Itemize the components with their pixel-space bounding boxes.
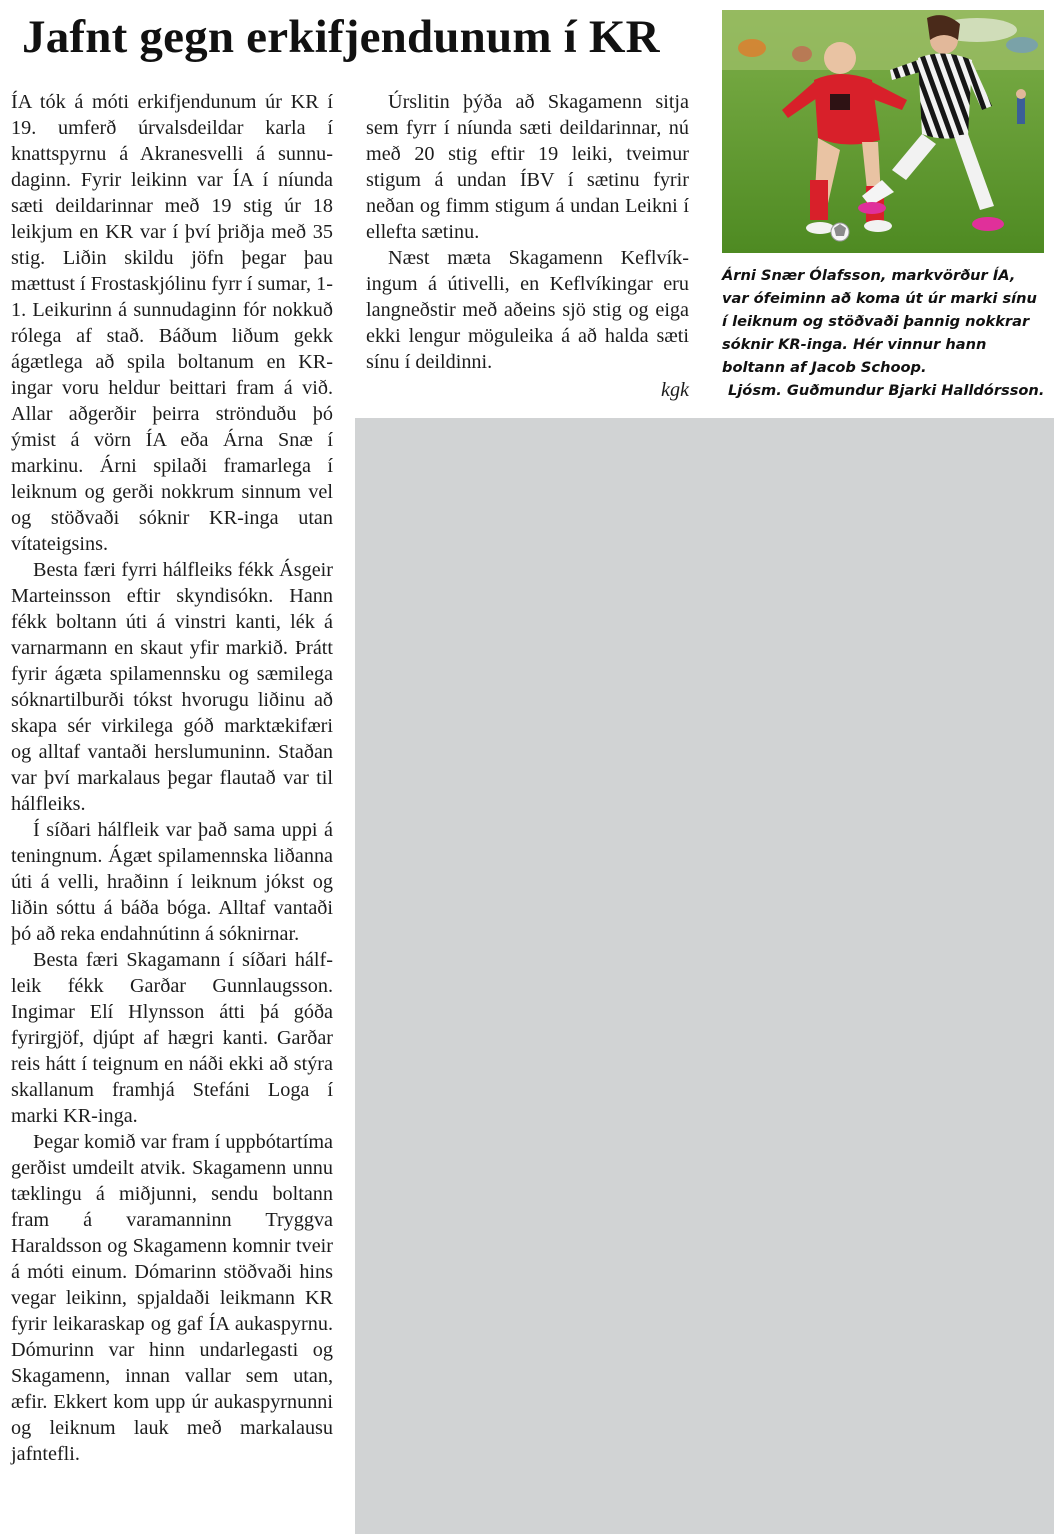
empty-ad-space: [355, 418, 1054, 1534]
paragraph: Þegar komið var fram í uppbótartíma gerðist umdeilt atvik. Skagamenn unnu tæklingu á miðjunni, sendu boltann fram á varamanninn Tryggva Haraldsson og Skagamenn komnir tveir á móti einum. Dómarinn stöðvaði hins vegar leikinn, spjaldaði leikmann KR fyrir leikaraskap og gaf ÍA aukaspyrnu. Dómurinn var hinn undarlegasti og Skagamenn, innan vallar sem utan, æfir. Ekkert kom upp úr aukaspyrnunni og leiknum lauk með markalausu jafntefli.: [11, 1131, 333, 1465]
author-signature: kgk: [660, 379, 689, 401]
paragraph: Besta færi Skagamann í síðari hálfleik fékk Garðar Gunnlaugsson. Ingimar Elí Hlynsson átti þá góða fyrirgjöf, djúpt af hægri kanti. Garðar reis hátt í teignum en náði ekki að stýra skallanum framhjá Stefáni Loga í marki KR-inga.: [11, 949, 333, 1127]
paragraph: Besta færi fyrri hálfleiks fékk Ásgeir Marteinsson eftir skyndisókn. Hann fékk boltann úti á vinstri kanti, lék á varnarmann en skaut yfir markið. Þrátt fyrir ágæta spilamennsku og sæmilega sóknartilburði tókst hvorugu liðinu að skapa sér virkilega góð marktækifæri og alltaf vantaði herslumuninn. Staðan var því markalaus þegar flautað var til hálfleiks.: [11, 559, 333, 815]
photo-credit: Ljósm. Guðmundur Bjarki Halldórsson.: [728, 382, 1045, 399]
caption-line: Árni Snær Ólafsson, markvörður ÍA,: [722, 267, 1016, 284]
paragraph: Úrslitin þýða að Skagamenn sitja sem fyrr í níunda sæti deildarinnar, nú með 20 stig eftir 19 leiki, tveimur stigum á undan ÍBV í sætinu fyrir neðan og fimm stigum á undan Leikni í ellefta sætinu.: [366, 91, 689, 243]
paragraph: Í síðari hálfleik var það sama uppi á teningnum. Ágæt spilamennska liðanna úti á velli, hraðinn í leiknum jókst og liðin sóttu á báða bóga. Alltaf vantaði þó að reka endahnútinn á sóknirnar.: [11, 819, 333, 945]
match-photo: [722, 10, 1044, 253]
paragraph: ÍA tók á móti erkifjendunum úr KR í 19. umferð úrvalsdeildar karla í knattspyrnu á Akranesvelli á sunnudaginn. Fyrir leikinn var ÍA í níunda sæti deildarinnar með 19 stig úr 18 leikjum en KR var í því þriðja með 35 stig. Liðin skildu jöfn þegar þau mættust í Frostaskjólinu fyrr í sumar, 1-1. Leikurinn á sunnudaginn fór nokkuð rólega af stað. Báðum liðum gekk ágætlega að spila boltanum en KR-ingar voru heldur beittari fram á við. Allar aðgerðir þeirra strönduðu þó ýmist á vörn ÍA eða Árna Snæ í markinu. Árni spilaði framarlega í leiknum og gerði nokkrum sinnum vel og stöðvaði sóknir KR-inga utan vítateigsins.: [11, 91, 333, 555]
photo-caption: [722, 264, 1047, 402]
caption-line: í leiknum og stöðvaði þannig nokkrar: [722, 313, 1030, 330]
article-headline: Jafnt gegn erkifjendunum í KR: [22, 11, 660, 63]
caption-line: boltann af Jacob Schoop.: [722, 359, 927, 376]
paragraph: Næst mæta Skagamenn Keflvíkingum á útivelli, en Keflvíkingar eru langneðstir með aðeins sjö stig og eiga ekki lengur möguleika á að halda sæti sínu í deildinni.: [366, 247, 689, 373]
article-column-1: [11, 89, 333, 1467]
article-column-2: [366, 89, 689, 403]
caption-line: var ófeiminn að koma út úr marki sínu: [722, 290, 1037, 307]
caption-line: sóknir KR-inga. Hér vinnur hann: [722, 336, 987, 353]
